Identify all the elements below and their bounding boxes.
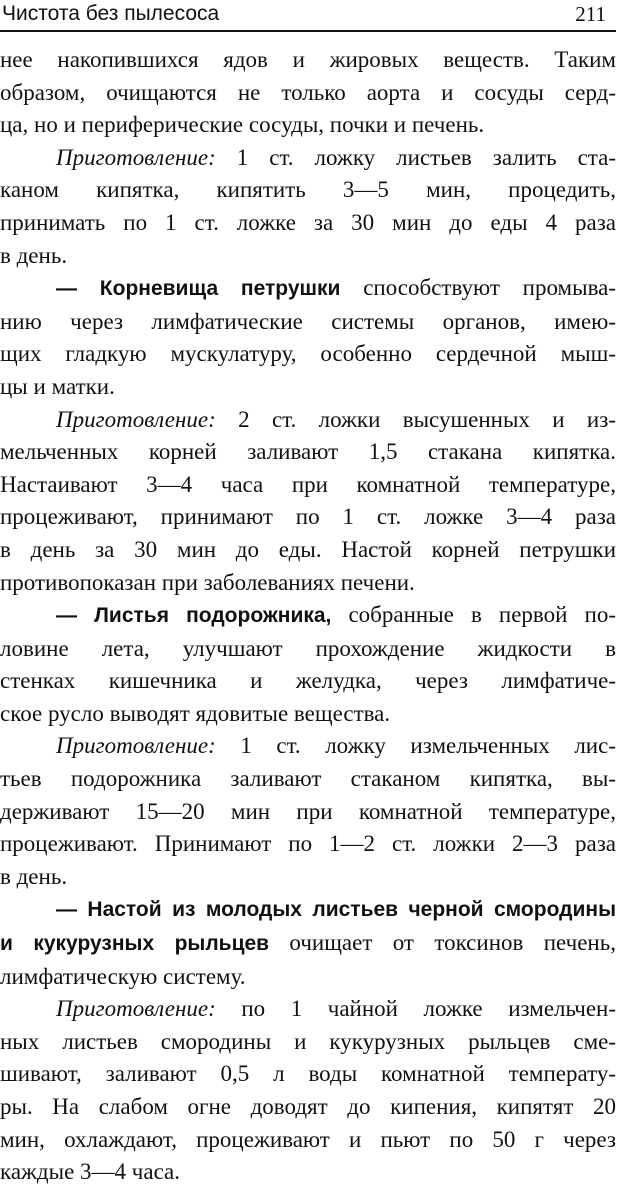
text-fragment: очищает от токсинов печень, [269,930,616,956]
page-number: 211 [575,2,606,26]
preparation-label: Приготовление: [56,996,216,1022]
text-line: шивают, заливают 0,5 л воды комнатной температу- [0,1061,616,1087]
term-line [0,272,616,306]
text-line: мельченных корней заливают 1,5 стакана кипятка. [0,439,616,465]
text-line: в день за 30 мин до еды. Настой корней петрушки [0,536,616,562]
text-line: ловине лета, улучшают прохождение жидкости в [0,635,616,661]
herb-term: — Корневища петрушки [56,277,341,301]
text-line: тьев подорожника заливают стаканом кипятка, вы- [0,766,616,792]
term-line [0,599,616,633]
text-line: мин, охлаждают, процеживают и пьют по 50 г через [0,1126,616,1152]
herb-term: — Листья подорожника, [56,604,332,628]
text-line: стенках кишечника и желудка, через лимфатиче- [0,668,616,694]
text-line: каном кипятка, кипятить 3—5 мин, процедить, [0,177,616,203]
term-line [0,927,616,961]
text-line: лимфатическую систему. [0,963,246,989]
preparation-line [0,993,616,1026]
preparation-label: Приготовление: [56,733,216,759]
text-fragment: 1 ст. ложку измельченных лис- [215,733,616,759]
term-line [0,893,616,927]
text-line: принимать по 1 ст. ложке за 30 мин до еды 4 раза [0,209,616,235]
text-line: нее накопившихся ядов и жировых веществ. Таким [0,47,616,72]
text-line: процеживают. Принимают по 1—2 ст. ложки 2—3 раза [0,831,616,857]
text-fragment: по 1 чайной ложке измельчен- [215,996,616,1022]
text-line: образом, очищаются не только аорта и сосуды серд- [0,79,616,105]
text-fragment: 1 ст. ложку листьев залить ста- [215,144,616,170]
text-line: в день. [0,242,68,268]
text-line: процеживают, принимают по 1 ст. ложке 3—4 раза [0,504,616,530]
text-line: в день. [0,863,68,889]
preparation-label: Приготовление: [56,144,216,170]
text-line: держивают 15—20 мин при комнатной температуре, [0,798,616,824]
text-line: Настаивают 3—4 часа при комнатной температуре, [0,471,616,497]
running-title: Чистота без пылесоса [2,2,220,25]
preparation-line [0,730,616,763]
page-header [0,0,616,32]
body-text [0,44,616,1189]
text-line: противопоказан при заболеваниях печени. [0,569,415,595]
text-line: нию через лимфатические системы органов, имею- [0,308,616,334]
preparation-line [0,142,616,175]
text-fragment: 2 ст. ложки высушенных и из- [215,406,616,432]
text-line: ных листьев смородины и кукурузных рыльцев сме- [0,1028,616,1054]
text-line: ца, но и периферические сосуды, почки и печень. [0,112,485,138]
preparation-label: Приготовление: [56,406,216,432]
herb-term: и кукурузных рыльцев [0,932,270,956]
herb-term: — Настой из молодых листьев черной смородины [56,898,616,922]
text-fragment: способствуют промыва- [340,275,616,301]
text-fragment: собранные в первой по- [331,602,616,628]
text-line: ское русло выводят ядовитые вещества. [0,700,391,726]
text-line: каждые 3—4 часа. [0,1159,181,1185]
text-line: цы и матки. [0,373,115,399]
preparation-line [0,404,616,437]
text-line: щих гладкую мускулатуру, особенно сердечной мыш- [0,341,616,367]
text-line: ры. На слабом огне доводят до кипения, кипятят 20 [0,1094,616,1119]
